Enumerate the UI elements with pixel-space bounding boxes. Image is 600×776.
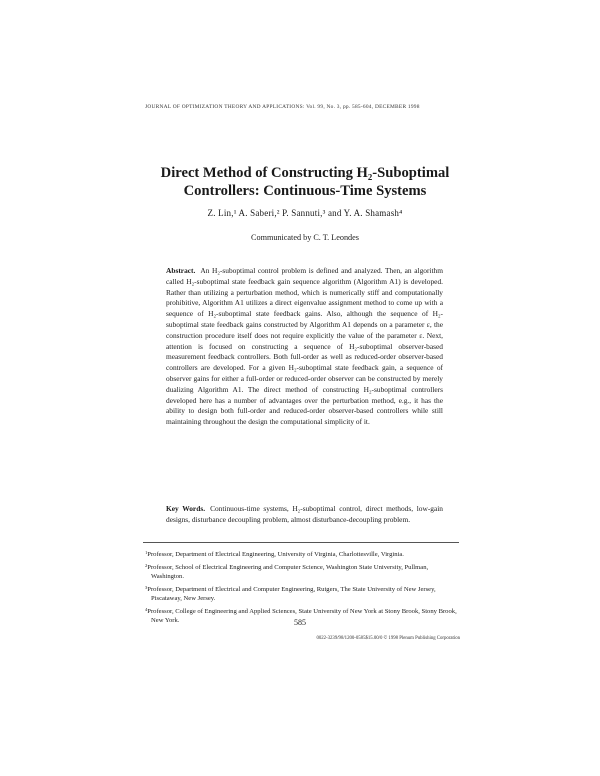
footnotes bbox=[143, 542, 459, 626]
paper-title bbox=[140, 164, 470, 200]
footnote-text: Professor, School of Electrical Engineering and Computer Science, Washington State University, Pullman, Washington. bbox=[147, 563, 429, 580]
copyright-line: 0022-3239/98/1200-0585$15.00/0 © 1998 Plenum Publishing Corporation bbox=[316, 636, 460, 641]
journal-header: JOURNAL OF OPTIMIZATION THEORY AND APPLICATIONS: Vol. 99, No. 3, pp. 585-604, DECEMBER 1998 bbox=[145, 104, 420, 110]
keywords-block bbox=[166, 504, 443, 526]
footnote bbox=[143, 561, 459, 581]
footnote-text: Professor, Department of Electrical Engineering, University of Virginia, Charlottesville, Virginia. bbox=[147, 551, 404, 558]
abstract-label: Abstract. bbox=[166, 266, 196, 275]
footnote bbox=[143, 548, 459, 559]
title-line-1: Direct Method of Constructing H₂-Suboptimal bbox=[160, 165, 450, 181]
footnote bbox=[143, 583, 459, 603]
footnote-mark: 2 bbox=[145, 562, 148, 568]
title-line-2: Controllers: Continuous-Time Systems bbox=[183, 183, 427, 199]
page-number: 585 bbox=[294, 618, 306, 627]
communicated-by: Communicated by C. T. Leondes bbox=[251, 233, 359, 242]
footnote-mark: 4 bbox=[145, 606, 148, 612]
author-list: Z. Lin,¹ A. Saberi,² P. Sannuti,³ and Y. A. Shamash⁴ bbox=[207, 208, 403, 218]
abstract-text: An H₂-suboptimal control problem is defined and analyzed. Then, an algorithm called H₂-suboptimal state feedback gain sequence algorithm (Algorithm A1) is developed. Rather than utilizing a perturbation method, which is numerically stiff and computationally prohibitive, Algorithm A1 utilizes a direct eigenvalue assignment method to come up with a sequence of H₂-suboptimal state feedback gains. Also, although the sequence of H₂-suboptimal state feedback gains constructed by Algorithm A1 depends on a parameter ε, the construction procedure itself does not require explicitly the value of the parameter ε. Next, attention is focused on constructing a sequence of H₂-suboptimal observer-based measurement feedback controllers. Both full-order as well as reduced-order observer-based controllers are developed. For a given H₂-suboptimal state feedback gain, a sequence of observer gains for either a full-order or reduced-order observer can be constructed by merely dualizing Algorithm A1. The direct method of constructing H₂-suboptimal controllers developed here has a number of advantages over the perturbation method, e.g., it has the ability to design both full-order and reduced-order observer-based controllers while still maintaining throughout the design the computational simplicity of it. bbox=[166, 266, 443, 427]
footnote-mark: 3 bbox=[145, 584, 148, 590]
keywords-label: Key Words. bbox=[166, 504, 206, 513]
footnote-text: Professor, Department of Electrical and Computer Engineering, Rutgers, The State University of New Jersey, Piscataway, New Jersey. bbox=[147, 585, 436, 602]
abstract-block bbox=[166, 266, 443, 428]
footnote-mark: 1 bbox=[145, 550, 148, 555]
footnote-text: Professor, College of Engineering and Applied Sciences, State University of New York at Stony Brook, Stony Brook, New York. bbox=[147, 607, 457, 624]
keywords-text: Continuous-time systems, H₂-suboptimal control, direct methods, low-gain designs, disturbance decoupling problem, almost disturbance-decoupling problem. bbox=[166, 504, 444, 524]
